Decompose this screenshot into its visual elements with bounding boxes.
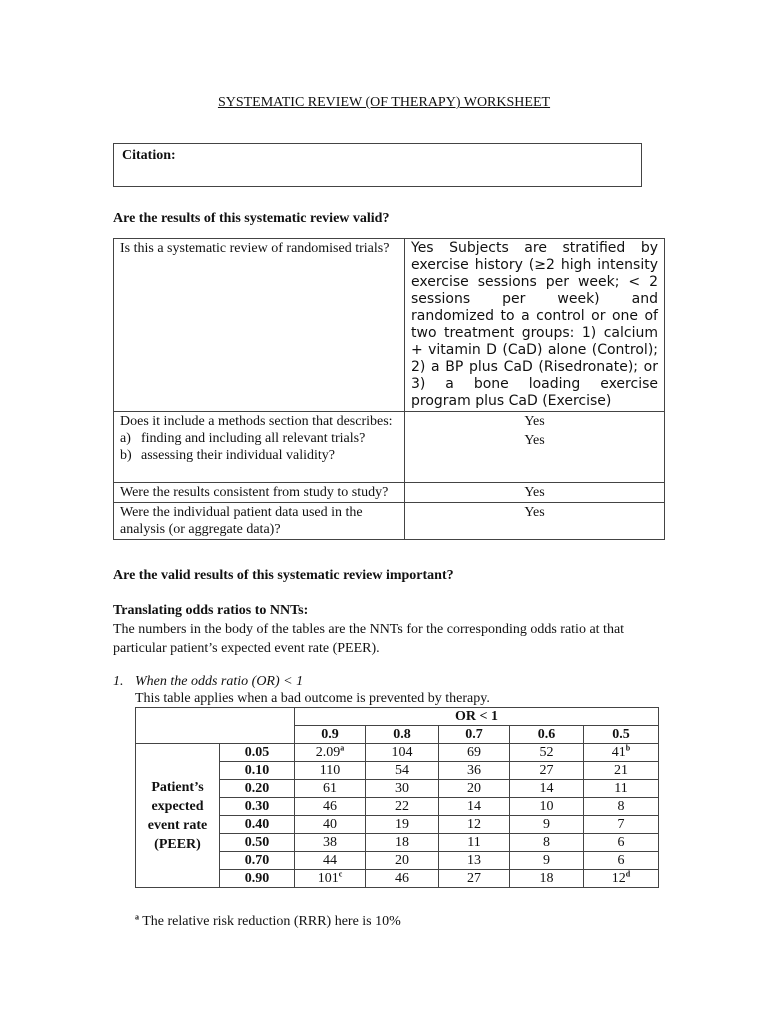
table-header-row xyxy=(136,708,659,726)
nnt-cell: 30 xyxy=(366,780,439,798)
nnt-cell: 12 xyxy=(439,816,510,834)
nnt-cell: 69 xyxy=(439,744,510,762)
nnt-cell: 20 xyxy=(439,780,510,798)
list-item-text: assessing their individual validity? xyxy=(141,448,336,463)
peer-label-line: expected xyxy=(151,798,204,814)
nnt-cell: 20 xyxy=(366,852,439,870)
nnt-cell: 8 xyxy=(510,834,584,852)
nnt-cell: 41$^b$ xyxy=(584,744,659,762)
nnt-cell: 21 xyxy=(584,762,659,780)
table-row xyxy=(136,744,659,762)
validity-answer: Yes xyxy=(405,503,665,540)
validity-question: Is this a systematic review of randomised trials? xyxy=(114,239,405,412)
nnt-cell: 19 xyxy=(366,816,439,834)
column-header: 0.5 xyxy=(584,726,659,744)
footnote xyxy=(135,913,401,930)
nnt-cell: 44 xyxy=(295,852,366,870)
translating-text: The numbers in the body of the tables are the NNTs for the corresponding odds ratio at that particular patient’s expected event rate (PEER). xyxy=(113,622,625,656)
table-corner-cell xyxy=(136,708,295,744)
list-item-prefix: b) xyxy=(120,448,132,463)
validity-question: Were the individual patient data used in the analysis (or aggregate data)? xyxy=(114,503,405,540)
citation-field[interactable] xyxy=(113,143,642,187)
peer-label-line: (PEER) xyxy=(154,836,201,852)
table-row xyxy=(114,239,665,412)
page-title: SYSTEMATIC REVIEW (OF THERAPY) WORKSHEET xyxy=(217,95,551,110)
nnt-cell: 6 xyxy=(584,852,659,870)
importance-heading: Are the valid results of this systematic review important? xyxy=(113,568,454,583)
nnt-table xyxy=(135,707,659,888)
peer-value: 0.20 xyxy=(220,780,295,798)
list-item xyxy=(120,430,398,447)
nnt-cell: 52 xyxy=(510,744,584,762)
nnt-cell: 61 xyxy=(295,780,366,798)
nnt-cell: 40 xyxy=(295,816,366,834)
list-item xyxy=(120,447,398,464)
nnt-cell: 22 xyxy=(366,798,439,816)
nnt-cell: 104 xyxy=(366,744,439,762)
nnt-cell: 36 xyxy=(439,762,510,780)
translating-heading: Translating odds ratios to NNTs: xyxy=(113,603,309,618)
validity-answer: Yes Subjects are stratified by exercise history (≥2 high intensity exercise sessions per week; < 2 sessions per week) and randomized to a control or one of two treatment groups: 1) calcium + vitamin D (CaD) alone (Control); 2) a BP plus CaD (Risedronate); or 3) a bone loading exercise program plus CaD (Exercise) xyxy=(405,239,665,412)
nnt-cell: 18 xyxy=(510,870,584,888)
nnt-cell: 2.09$^a$ xyxy=(295,744,366,762)
peer-label xyxy=(136,744,220,888)
validity-table xyxy=(113,238,665,540)
table-row xyxy=(114,412,665,483)
section-title: When the odds ratio (OR) < 1 xyxy=(135,674,304,689)
peer-value: 0.10 xyxy=(220,762,295,780)
nnt-cell: 9 xyxy=(510,816,584,834)
peer-value: 0.50 xyxy=(220,834,295,852)
nnt-cell: 27 xyxy=(439,870,510,888)
validity-question-text: Does it include a methods section that describes: xyxy=(120,414,393,429)
nnt-cell: 54 xyxy=(366,762,439,780)
section-subtitle: This table applies when a bad outcome is prevented by therapy. xyxy=(135,691,490,706)
nnt-cell: 6 xyxy=(584,834,659,852)
nnt-cell: 9 xyxy=(510,852,584,870)
validity-question: Were the results consistent from study to study? xyxy=(114,483,405,503)
nnt-cell: 46 xyxy=(366,870,439,888)
validity-answer: Yes xyxy=(405,483,665,503)
validity-heading: Are the results of this systematic review valid? xyxy=(113,211,390,226)
peer-label-line: event rate xyxy=(147,817,208,833)
list-item-prefix: a) xyxy=(120,431,131,446)
nnt-cell: 7 xyxy=(584,816,659,834)
list-item-text: finding and including all relevant trials? xyxy=(141,431,366,446)
nnt-cell: 10 xyxy=(510,798,584,816)
nnt-cell: 110 xyxy=(295,762,366,780)
nnt-cell: 11 xyxy=(439,834,510,852)
column-header: 0.9 xyxy=(295,726,366,744)
table-row xyxy=(114,483,665,503)
nnt-cell: 46 xyxy=(295,798,366,816)
table-row xyxy=(114,503,665,540)
validity-answer xyxy=(405,412,665,483)
validity-question xyxy=(114,412,405,483)
nnt-cell: 14 xyxy=(510,780,584,798)
answer-line: Yes xyxy=(524,414,545,429)
peer-value: 0.05 xyxy=(220,744,295,762)
peer-label-line: Patient’s xyxy=(151,779,204,795)
answer-line: Yes xyxy=(524,433,545,448)
nnt-cell: 18 xyxy=(366,834,439,852)
or-header: OR < 1 xyxy=(295,708,659,726)
peer-value: 0.90 xyxy=(220,870,295,888)
peer-value: 0.70 xyxy=(220,852,295,870)
citation-label: Citation: xyxy=(122,148,176,163)
column-header: 0.7 xyxy=(439,726,510,744)
peer-value: 0.40 xyxy=(220,816,295,834)
nnt-cell: 12$^d$ xyxy=(584,870,659,888)
nnt-cell: 11 xyxy=(584,780,659,798)
nnt-cell: 101$^c$ xyxy=(295,870,366,888)
nnt-cell: 27 xyxy=(510,762,584,780)
footnote-text: The relative risk reduction (RRR) here is 10% xyxy=(142,914,401,929)
peer-value: 0.30 xyxy=(220,798,295,816)
section-number: 1. xyxy=(113,674,124,689)
column-header: 0.6 xyxy=(510,726,584,744)
nnt-cell: 8 xyxy=(584,798,659,816)
footnote-mark: a xyxy=(135,912,139,922)
nnt-cell: 38 xyxy=(295,834,366,852)
nnt-cell: 14 xyxy=(439,798,510,816)
column-header: 0.8 xyxy=(366,726,439,744)
nnt-cell: 13 xyxy=(439,852,510,870)
